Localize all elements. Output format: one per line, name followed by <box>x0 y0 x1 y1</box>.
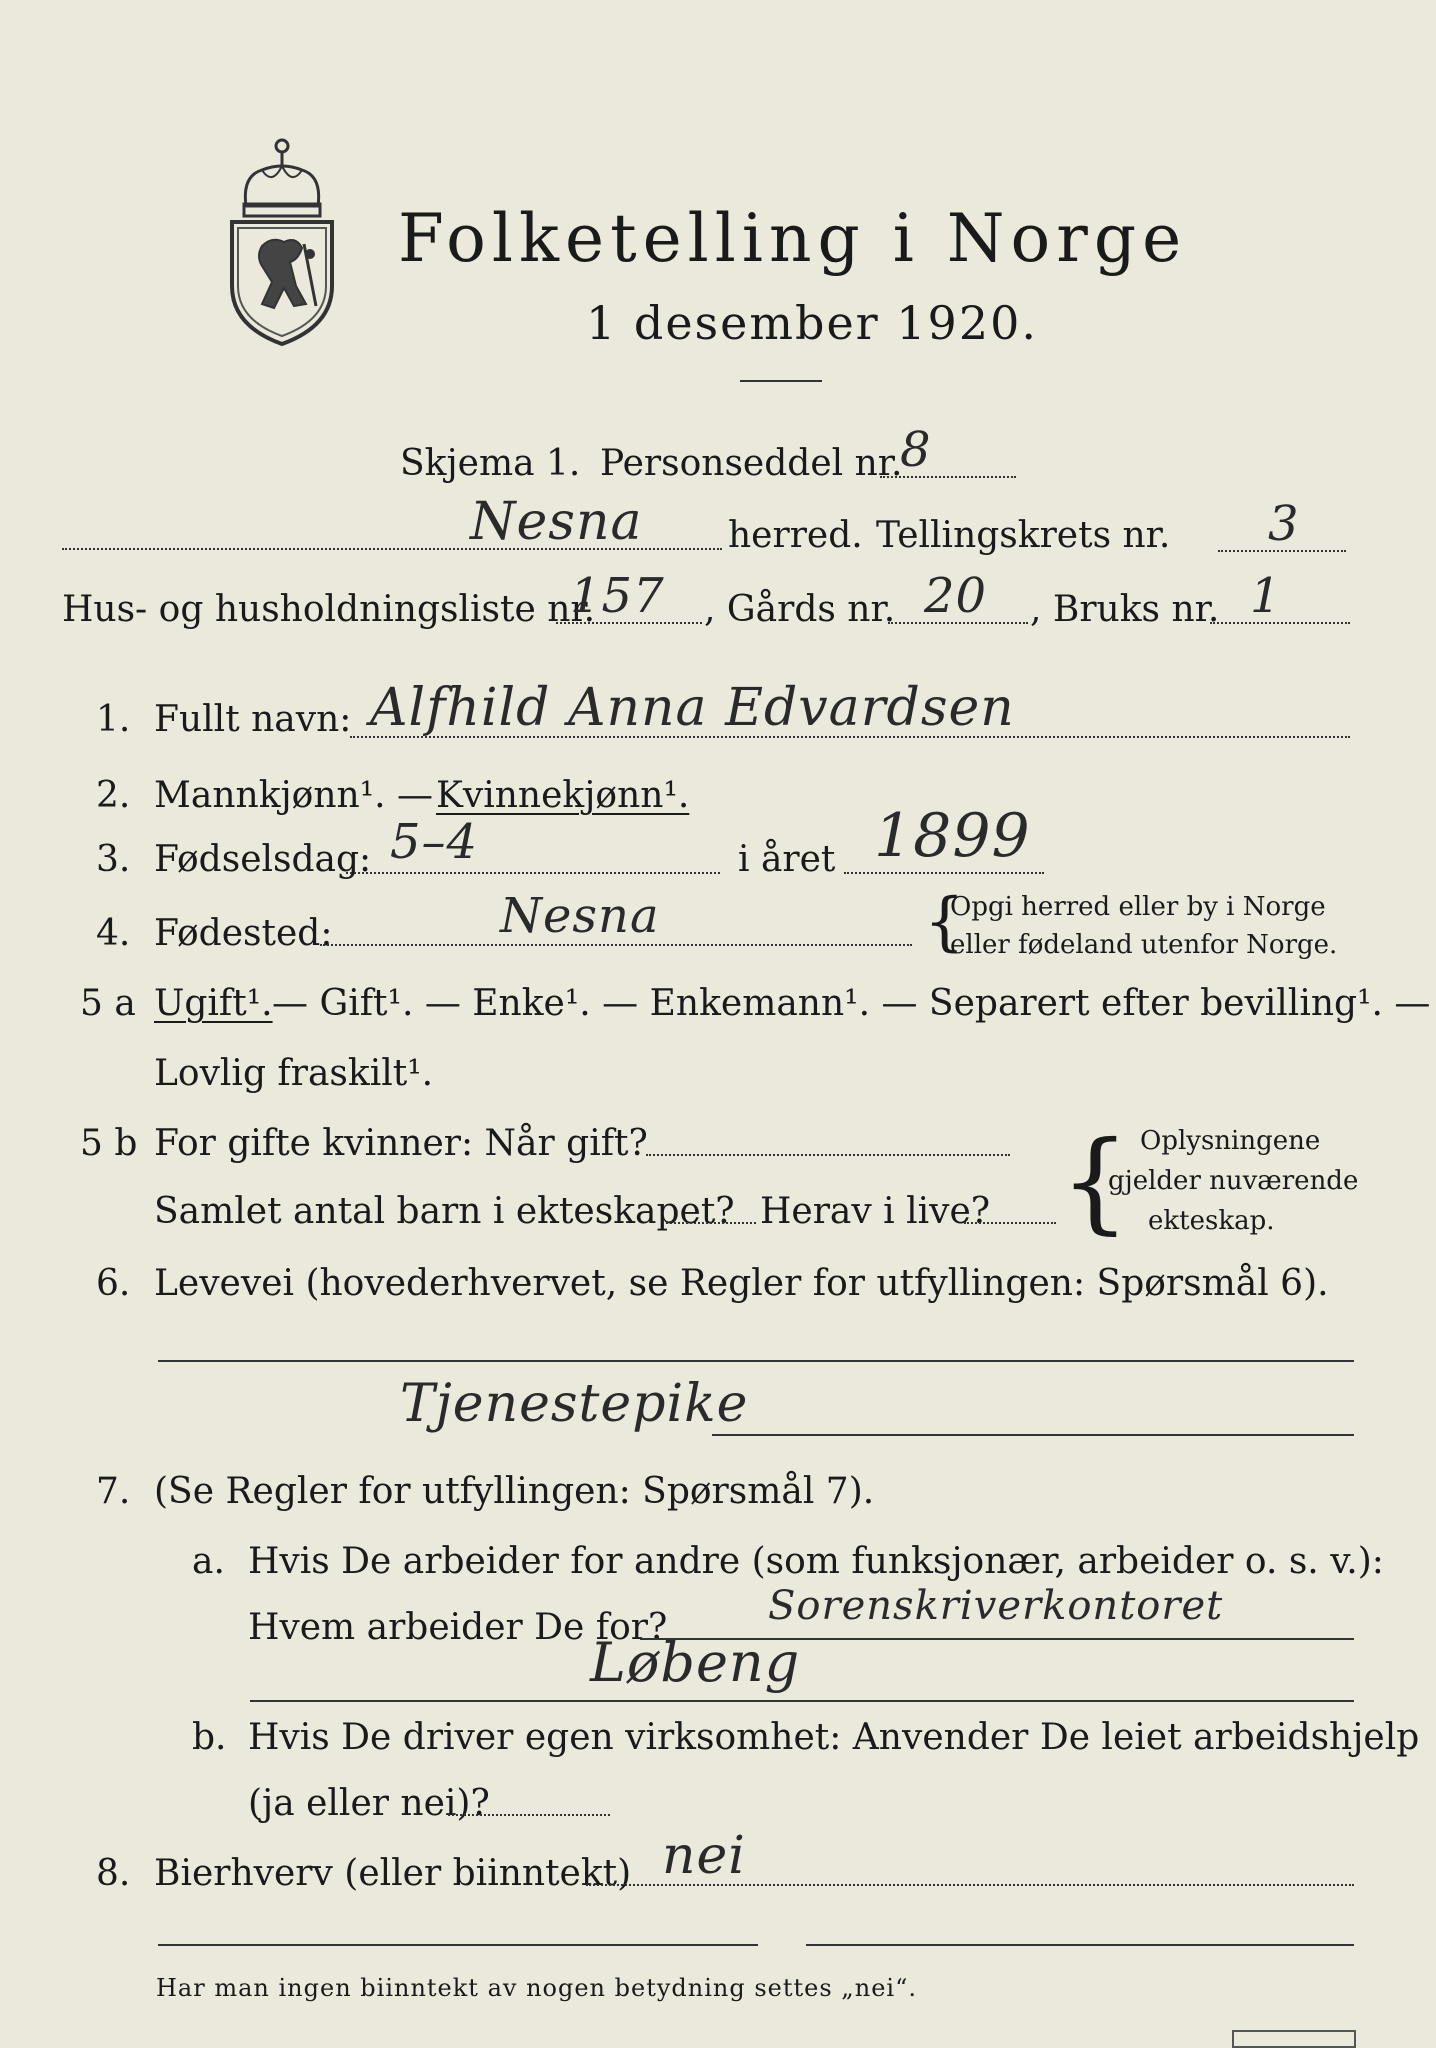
q3-value: 5–4 <box>390 814 479 870</box>
q6-line2 <box>712 1434 1354 1436</box>
q7a-letter: a. <box>192 1541 225 1582</box>
q7a-hvem-label: Hvem arbeider De for? <box>248 1607 668 1648</box>
q2-kvinnekjonn: Kvinnekjønn¹. <box>436 775 690 816</box>
q4-number: 4. <box>96 913 131 954</box>
hus-value: 157 <box>570 568 665 624</box>
hus-label: Hus- og husholdningsliste nr. <box>62 589 596 630</box>
form-date: 1 desember 1920. <box>586 296 1038 350</box>
q4-note-line2: eller fødeland utenfor Norge. <box>950 930 1338 960</box>
q3-year-dots <box>844 872 1044 874</box>
title-divider <box>740 380 822 382</box>
q5b-label: For gifte kvinner: Når gift? <box>154 1123 648 1164</box>
q5b-number: 5 b <box>80 1123 138 1164</box>
tellingskrets-value: 3 <box>1268 496 1300 552</box>
tellingskrets-dots <box>1218 550 1346 552</box>
personseddel-value: 8 <box>900 422 932 478</box>
q6-line1 <box>158 1360 1354 1362</box>
q5a-number: 5 a <box>80 983 136 1024</box>
q1-value: Alfhild Anna Edvardsen <box>370 678 1015 738</box>
form-title: Folketelling i Norge <box>398 200 1188 277</box>
q5b-note-line2: gjelder nuværende <box>1108 1166 1359 1196</box>
gards-dots <box>888 622 1028 624</box>
tellingskrets-label: Tellingskrets nr. <box>876 515 1171 556</box>
footer-note: Har man ingen biinntekt av nogen betydning settes „nei“. <box>156 1974 917 2002</box>
q4-note-line1: Opgi herred eller by i Norge <box>950 892 1326 922</box>
q7a-line2 <box>250 1700 1354 1702</box>
skjema-label: Skjema 1. <box>400 443 581 484</box>
q7-number: 7. <box>96 1471 131 1512</box>
q4-dots <box>320 944 912 946</box>
q5b-ilive-dots <box>964 1222 1056 1224</box>
q5b-note-line1: Oplysningene <box>1140 1126 1321 1156</box>
q5b-note-brace: { <box>1060 1117 1130 1245</box>
q4-label: Fødested: <box>154 913 333 954</box>
q8-value: nei <box>662 1826 746 1886</box>
herred-label: herred. <box>728 515 863 556</box>
q6-value: Tjenestepike <box>400 1374 749 1434</box>
q3-year-value: 1899 <box>874 801 1031 871</box>
q7b-label: Hvis De driver egen virksomhet: Anvender De leiet arbeidshjelp <box>248 1717 1420 1758</box>
q5a-ugift: Ugift¹. <box>154 983 273 1024</box>
norwegian-coat-of-arms-icon <box>222 136 342 348</box>
herred-value: Nesna <box>470 492 643 552</box>
q5a-fraskilt: Lovlig fraskilt¹. <box>154 1053 434 1094</box>
q6-number: 6. <box>96 1263 131 1304</box>
q1-label: Fullt navn: <box>154 699 352 740</box>
q1-dots <box>350 736 1350 738</box>
bruks-label: , Bruks nr. <box>1030 589 1220 630</box>
bruks-value: 1 <box>1250 568 1282 624</box>
q2-mannkjonn: Mannkjønn¹. — <box>154 775 434 816</box>
q7a-label: Hvis De arbeider for andre (som funksjonær, arbeider o. s. v.): <box>248 1541 1384 1582</box>
q5b-barn-label: Samlet antal barn i ekteskapet? <box>154 1191 735 1232</box>
q7-label: (Se Regler for utfyllingen: Spørsmål 7). <box>154 1471 875 1512</box>
q8-line3 <box>806 1944 1354 1946</box>
q3-year-label: i året <box>738 839 836 880</box>
q7b-dots <box>448 1814 610 1816</box>
gards-value: 20 <box>924 568 988 624</box>
q3-label: Fødselsdag: <box>154 839 372 880</box>
q6-label: Levevei (hovederhvervet, se Regler for utfyllingen: Spørsmål 6). <box>154 1263 1329 1304</box>
gards-label: , Gårds nr. <box>704 589 896 630</box>
q7a-value-line1: Sorenskriverkontoret <box>768 1583 1224 1629</box>
printer-stamp <box>1232 2030 1356 2048</box>
q4-note-brace: { <box>924 885 965 959</box>
q7b-janei-label: (ja eller nei)? <box>248 1783 490 1824</box>
q2-number: 2. <box>96 775 131 816</box>
q8-line2 <box>158 1944 758 1946</box>
q5b-gift-dots <box>646 1154 1010 1156</box>
q5b-barn-dots <box>666 1222 756 1224</box>
q8-label: Bierhverv (eller biinntekt) <box>154 1853 632 1894</box>
personseddel-label: Personseddel nr. <box>600 443 903 484</box>
q3-dots <box>346 872 720 874</box>
q5b-note-line3: ekteskap. <box>1148 1206 1275 1236</box>
q5a-options: — Gift¹. — Enke¹. — Enkemann¹. — Separert efter bevilling¹. — <box>272 983 1431 1024</box>
q8-number: 8. <box>96 1853 131 1894</box>
q7a-value-line2: Løbeng <box>590 1631 801 1694</box>
q1-number: 1. <box>96 699 131 740</box>
q4-value: Nesna <box>500 888 660 944</box>
q5b-ilive-label: Herav i live? <box>760 1191 991 1232</box>
hus-dots <box>556 622 702 624</box>
q7b-letter: b. <box>192 1717 227 1758</box>
q3-number: 3. <box>96 839 131 880</box>
personseddel-dots <box>880 476 1016 478</box>
bruks-dots <box>1210 622 1350 624</box>
q8-dots <box>586 1884 1354 1886</box>
